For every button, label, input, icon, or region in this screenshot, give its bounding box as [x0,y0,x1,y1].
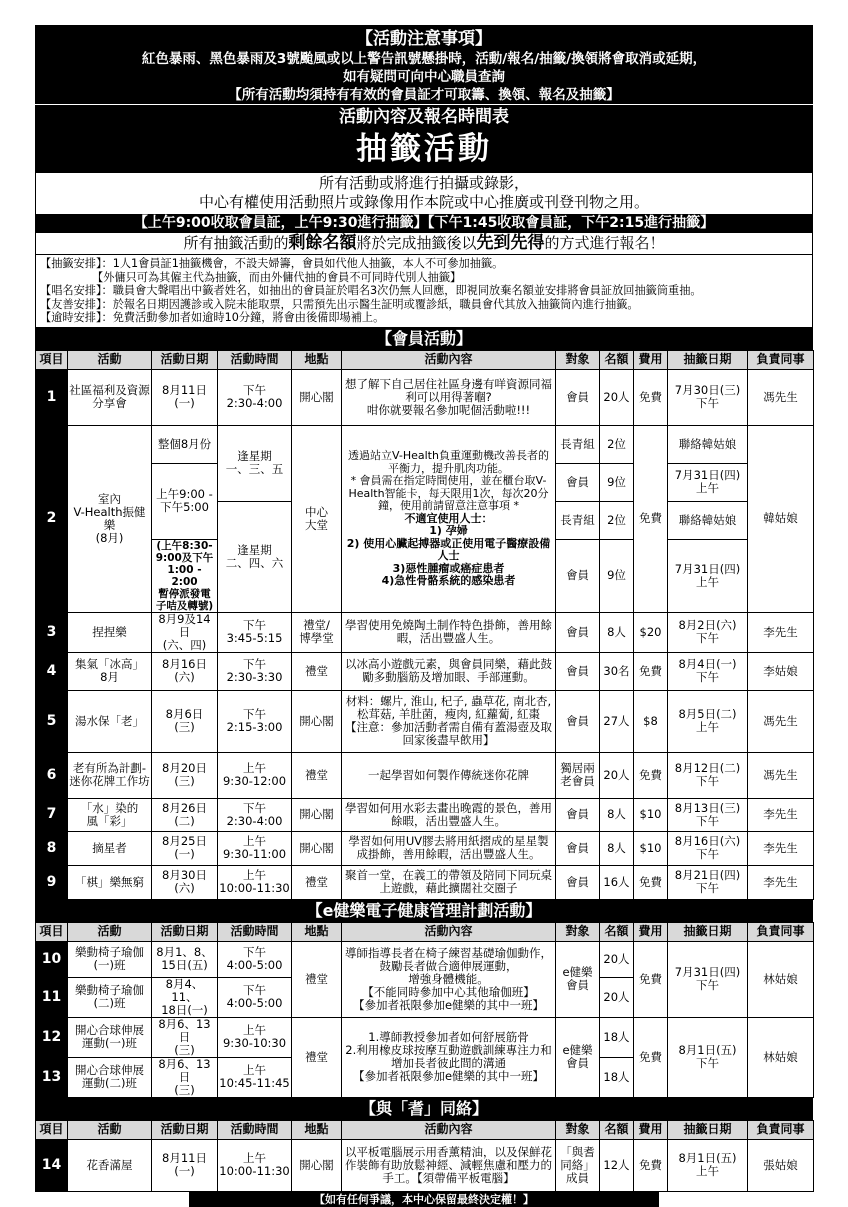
activity-target: 會員 [556,612,600,652]
activity-fee: 免費 [634,369,668,425]
draw-date: 7月30日(三) 下午 [668,369,748,425]
table-row [36,612,814,652]
draw-date: 8月4日(一) 下午 [668,652,748,690]
table-row [36,752,814,798]
col-date: 活動日期 [152,922,218,941]
col-activity: 活動 [68,922,152,941]
col-quota: 名額 [600,1120,634,1139]
activity-quota: 2位 [600,501,634,539]
activity-name: 樂動椅子瑜伽 (一)班 [68,941,152,977]
activity-place: 開心閣 [292,798,342,831]
rules-box [35,254,813,328]
photo-line2: 中心有權使用活動照片或錄像用作本院或中心推廣或刊登刊物之用。 [198,193,649,211]
activity-target: 會員 [556,652,600,690]
col-quota: 名額 [600,350,634,369]
activity-name: 摘星者 [68,831,152,865]
activity-name: 老有所為計劃-迷你花牌工作坊 [68,752,152,798]
rule-helper: 【外傭只可為其僱主代為抽籤，而由外傭代抽的會員不可同時代別人抽籤】 [92,270,462,284]
activity-place: 中心 大堂 [292,425,342,612]
activity-time: 上午 10:00-11:30 [218,865,292,899]
col-staff: 負責同事 [748,1120,814,1139]
activity-quota: 18人 [600,1017,634,1057]
activity-time: 下午 2:15-3:00 [218,690,292,752]
col-time: 活動時間 [218,922,292,941]
activity-target: 獨居兩老會員 [556,752,600,798]
activity-quota: 16人 [600,865,634,899]
col-activity: 活動 [68,1120,152,1139]
col-date: 活動日期 [152,350,218,369]
activity-place: 開心閣 [292,831,342,865]
activity-time: 上午 10:45-11:45 [218,1057,292,1097]
activity-content: 導師指導長者在椅子練習基礎瑜伽動作，鼓勵長者做合適伸展運動， 增強身體機能。 【不能同時參加中心其他瑜伽班】 【參加者祇限參加e健樂的其中一班】 [342,941,556,1017]
content-main: 透過站立V-Health負重運動機改善長者的平衡力，提升肌肉功能。 * 會員需在指定時間使用，並在櫃台取V-Health智能卡，每天限用1次，每次20分鐘，使用前請留意注意事項 * [348,449,549,513]
activity-target: 長青組 [556,425,600,463]
activity-target: e健樂 會員 [556,941,600,1017]
activity-fee: $20 [634,612,668,652]
activity-quota: 20人 [600,752,634,798]
col-time: 活動時間 [218,1120,292,1139]
staff: 李先生 [748,798,814,831]
activity-target: 長青組 [556,501,600,539]
activity-name: 「水」染的 風「彩」 [68,798,152,831]
activity-date: 8月30日 (六) [152,865,218,899]
header-row [36,1120,814,1139]
activity-target: e健樂 會員 [556,1017,600,1097]
activity-target: 會員 [556,369,600,425]
table-row [36,1139,814,1191]
remain-a: 所有抽籤活動的 [183,234,289,252]
col-draw-date: 抽籤日期 [668,922,748,941]
row-no: 7 [36,798,68,831]
row-no: 11 [36,977,68,1017]
activity-time: 下午 2:30-3:30 [218,652,292,690]
row-no: 14 [36,1139,68,1191]
activity-fee: $10 [634,831,668,865]
col-fee: 費用 [634,350,668,369]
activity-fee: 免費 [634,425,668,612]
activity-fee: 免費 [634,1017,668,1097]
table-row [36,941,814,977]
ehealth-table [35,922,814,1098]
draw-date: 7月31日(四) 上午 [668,539,748,612]
activity-name: 湯水保「老」 [68,690,152,752]
activity-fee: 免費 [634,941,668,1017]
activity-quota: 30名 [600,652,634,690]
activity-time: 下午 4:00-5:00 [218,977,292,1017]
activity-target: 會員 [556,831,600,865]
activity-fee: 免費 [634,1139,668,1191]
staff: 李先生 [748,612,814,652]
draw-date: 8月12日(二) 下午 [668,752,748,798]
activity-content: 聚首一堂，在義工的帶領及陪同下同玩桌上遊戲，藉此擴闊社交圈子 [342,865,556,899]
activity-fee: $10 [634,798,668,831]
activity-date: 8月9及14日 (六、四) [152,612,218,652]
activity-place: 開心閣 [292,690,342,752]
col-content: 活動內容 [342,1120,556,1139]
notice-line3: 【所有活動均須持有有效的會員証才可取籌、換領、報名及抽籤】 [228,87,620,103]
activity-content: 學習如何用UV膠去將用紙摺成的星星製成掛飾，善用餘暇，活出豐盛人生。 [342,831,556,865]
draw-date: 7月31日(四) 下午 [668,941,748,1017]
activity-name: 開心合球伸展 運動(一)班 [68,1017,152,1057]
content-warning: 不適宜使用人士： 1) 孕婦 2) 使用心臟起搏器或正使用電子醫療設備人士 3)惡性腫瘤或癌症患者 4)急性骨骼系統的感染患者 [346,511,551,588]
activity-date: 8月1、8、 15日(五) [152,941,218,977]
rule-friendly: 【友善安排】：於報名日期因護診或入院未能取票，只需預先出示醫生証明或覆診紙，職員會代其放入抽籤筒內進行抽籤。 [40,297,639,311]
staff: 馮先生 [748,369,814,425]
col-draw-date: 抽籤日期 [668,1120,748,1139]
activity-quota: 20人 [600,977,634,1017]
time-bar: 【上午9:00收取會員証，上午9:30進行抽籤】【下午1:45收取會員証，下午2:15進行抽籤】 [35,214,813,233]
activity-date: 整個8月份 [152,425,218,463]
draw-date: 8月16日(六) 下午 [668,831,748,865]
col-fee: 費用 [634,922,668,941]
activity-content: 學習使用免燒陶土制作特色掛飾，善用餘暇，活出豐盛人生。 [342,612,556,652]
staff: 李姑娘 [748,652,814,690]
photo-line1: 所有活動或將進行拍攝或錄影， [318,174,529,192]
col-time: 活動時間 [218,350,292,369]
activity-date: 8月6、13日 (三) [152,1057,218,1097]
footer-note: 【如有任何爭議，本中心保留最終決定權！】 [189,1192,659,1207]
table-row [36,865,814,899]
activity-target: 會員 [556,463,600,501]
activity-quota: 9位 [600,539,634,612]
staff: 張姑娘 [748,1139,814,1191]
activity-quota: 8人 [600,612,634,652]
row-no: 5 [36,690,68,752]
activity-quota: 18人 [600,1057,634,1097]
activity-content: 1.導師教授參加者如何舒展筋骨 2.利用橡皮球按摩互動遊戲訓練專注力和增加長者彼此間的溝通 【參加者祇限參加e健樂的其中一班】 [342,1017,556,1097]
activity-fee: 免費 [634,752,668,798]
activity-name: 集氣「冰高」 8月 [68,652,152,690]
row-no: 13 [36,1057,68,1097]
col-place: 地點 [292,1120,342,1139]
activity-content: 以平板電腦展示用香薰精油，以及保鮮花作裝飾有助放鬆神經、減輕焦慮和壓力的手工。【須帶備平板電腦】 [342,1139,556,1191]
activity-content: 材料：螺片, 淮山, 杞子, 蟲草花, 南北杏, 松茸菇, 羊肚菌，瘦肉, 紅蘿蔔, 紅棗 【注意：參加活動者需自備有蓋湯壺及取回家後盡早飲用】 [342,690,556,752]
activity-name: 花香滿屋 [68,1139,152,1191]
activity-quota: 8人 [600,798,634,831]
row-no: 6 [36,752,68,798]
activity-time: 上午 9:30-11:00 [218,831,292,865]
col-no: 項目 [36,922,68,941]
draw-date: 8月21日(四) 下午 [668,865,748,899]
activity-quota: 8人 [600,831,634,865]
activity-quota: 12人 [600,1139,634,1191]
activity-fee: 免費 [634,865,668,899]
col-quota: 名額 [600,922,634,941]
activity-date: 8月6日 (三) [152,690,218,752]
col-target: 對象 [556,350,600,369]
activity-place: 禮堂 [292,1017,342,1097]
col-activity: 活動 [68,350,152,369]
staff: 馮先生 [748,690,814,752]
activity-place: 開心閣 [292,369,342,425]
elder-table [35,1120,814,1192]
col-fee: 費用 [634,1120,668,1139]
activity-time: 下午 2:30-4:00 [218,369,292,425]
activity-target: 「與耆同絡」成員 [556,1139,600,1191]
remain-b: 剩餘名額 [288,233,357,253]
row-no: 1 [36,369,68,425]
activity-date: 8月11日 (一) [152,1139,218,1191]
col-target: 對象 [556,1120,600,1139]
activity-name: 社區福利及資源分享會 [68,369,152,425]
activity-place: 禮堂/ 博學堂 [292,612,342,652]
activity-time: 上午 9:30-12:00 [218,752,292,798]
col-place: 地點 [292,922,342,941]
photo-notice [35,173,813,214]
table-row [36,1017,814,1057]
activity-date: 8月4、11、 18日(一) [152,977,218,1017]
draw-date: 聯絡韓姑娘 [668,501,748,539]
activity-quota: 2位 [600,425,634,463]
table-row [36,798,814,831]
remain-line [35,233,813,254]
section-ehealth: 【e健樂電子健康管理計劃活動】 [35,900,813,922]
row-no: 2 [36,425,68,612]
draw-date: 8月5日(二) 上午 [668,690,748,752]
staff: 李先生 [748,865,814,899]
activity-time: 下午 3:45-5:15 [218,612,292,652]
activity-date: 8月26日 (二) [152,798,218,831]
activity-date: 8月11日 (一) [152,369,218,425]
activity-name: 樂動椅子瑜伽 (二)班 [68,977,152,1017]
row-no: 9 [36,865,68,899]
activity-target: 會員 [556,798,600,831]
activity-time: 逢星期 一、三、五 [218,425,292,501]
activity-place: 禮堂 [292,652,342,690]
activity-place: 禮堂 [292,941,342,1017]
row-no: 12 [36,1017,68,1057]
draw-date: 聯絡韓姑娘 [668,425,748,463]
flyer [35,25,813,1207]
activity-quota: 20人 [600,369,634,425]
header-row [36,350,814,369]
activity-content [342,425,556,612]
activity-name: 開心合球伸展 運動(二)班 [68,1057,152,1097]
row-no: 8 [36,831,68,865]
activity-place: 禮堂 [292,752,342,798]
activity-date: 8月16日 (六) [152,652,218,690]
rule-call: 【唱名安排】：職員會大聲唱出中籤者姓名，如抽出的會員証於唱名3次仍無人回應，即視同放棄名額並安排將會員証放回抽籤筒重抽。 [40,284,702,298]
activity-time: 下午 4:00-5:00 [218,941,292,977]
schedule-title: 活動內容及報名時間表 [35,104,813,129]
staff: 韓姑娘 [748,425,814,612]
row-no: 10 [36,941,68,977]
activity-time: 下午 2:30-4:00 [218,798,292,831]
activity-time: 上午 9:30-10:30 [218,1017,292,1057]
activity-content: 想了解下自己居住社區身邊有咩資源同福利可以用得著嗰? 咁你就要報名參加呢個活動啦!!! [342,369,556,425]
staff: 馮先生 [748,752,814,798]
activity-content: 以冰高小遊戲元素，與會員同樂，藉此鼓勵多動腦筋及增加眼、手部運動。 [342,652,556,690]
col-staff: 負責同事 [748,350,814,369]
activity-quota: 20人 [600,941,634,977]
col-draw-date: 抽籤日期 [668,350,748,369]
col-target: 對象 [556,922,600,941]
activity-date-note: (上午8:30- 9:00及下午 1:00 - 2:00 暫停派發電 子咭及轉號) [152,539,218,612]
draw-date: 7月31日(四) 上午 [668,463,748,501]
table-row [36,425,814,463]
notice-line1: 紅色暴雨、黑色暴雨及3號颱風或以上警告訊號懸掛時，活動/報名/抽籤/換領將會取消或延期， [141,51,707,67]
section-member: 【會員活動】 [35,328,813,350]
activity-fee: $8 [634,690,668,752]
activity-name: 「棋」樂無窮 [68,865,152,899]
activity-time: 逢星期 二、四、六 [218,501,292,612]
table-row [36,369,814,425]
activity-place: 禮堂 [292,865,342,899]
notice-box [35,25,813,173]
remain-d: 先到先得 [476,233,545,253]
table-row [36,652,814,690]
member-table [35,350,814,900]
activity-time: 上午 10:00-11:30 [218,1139,292,1191]
draw-date: 8月13日(三) 下午 [668,798,748,831]
activity-date: 8月20日 (三) [152,752,218,798]
table-row [36,690,814,752]
col-content: 活動內容 [342,922,556,941]
activity-content: 學習如何用水彩去畫出晚霞的景色，善用餘暇，活出豐盛人生。 [342,798,556,831]
rule-late: 【逾時安排】：免費活動參加者如逾時10分鐘，將會由後備即場補上。 [40,311,385,325]
activity-quota: 27人 [600,690,634,752]
activity-date: 8月6、13日 (三) [152,1017,218,1057]
activity-date: 8月25日 (一) [152,831,218,865]
activity-quota: 9位 [600,463,634,501]
col-content: 活動內容 [342,350,556,369]
draw-date: 8月1日(五) 上午 [668,1139,748,1191]
row-no: 3 [36,612,68,652]
activity-target: 會員 [556,539,600,612]
draw-date: 8月1日(五) 下午 [668,1017,748,1097]
activity-name: 捏捏樂 [68,612,152,652]
table-row [36,831,814,865]
col-place: 地點 [292,350,342,369]
rule-draw: 【抽籤安排】：1人1會員証1抽籤機會，不設夫婦籌，會員如代他人抽籤，本人不可參加抽籤。 [40,257,504,270]
col-no: 項目 [36,1120,68,1139]
activity-place: 開心閣 [292,1139,342,1191]
remain-e: 的方式進行報名！ [544,234,665,252]
draw-date: 8月2日(六) 下午 [668,612,748,652]
col-date: 活動日期 [152,1120,218,1139]
section-elder: 【與「耆」同絡】 [35,1098,813,1120]
notice-title: 【活動注意事項】 [356,29,492,49]
activity-target: 會員 [556,690,600,752]
activity-date: 上午9:00 - 下午5:00 [152,463,218,539]
row-no: 4 [36,652,68,690]
staff: 李先生 [748,831,814,865]
staff: 林姑娘 [748,1017,814,1097]
remain-c: 將於完成抽籤後以 [356,234,477,252]
draw-title: 抽籤活動 [356,131,492,167]
activity-fee: 免費 [634,652,668,690]
notice-line2: 如有疑問可向中心職員查詢 [343,69,505,85]
col-no: 項目 [36,350,68,369]
activity-name: 室內 V-Health振健樂 (8月) [68,425,152,612]
staff: 林姑娘 [748,941,814,1017]
activity-target: 會員 [556,865,600,899]
activity-content: 一起學習如何製作傳統迷你花牌 [342,752,556,798]
col-staff: 負責同事 [748,922,814,941]
header-row [36,922,814,941]
